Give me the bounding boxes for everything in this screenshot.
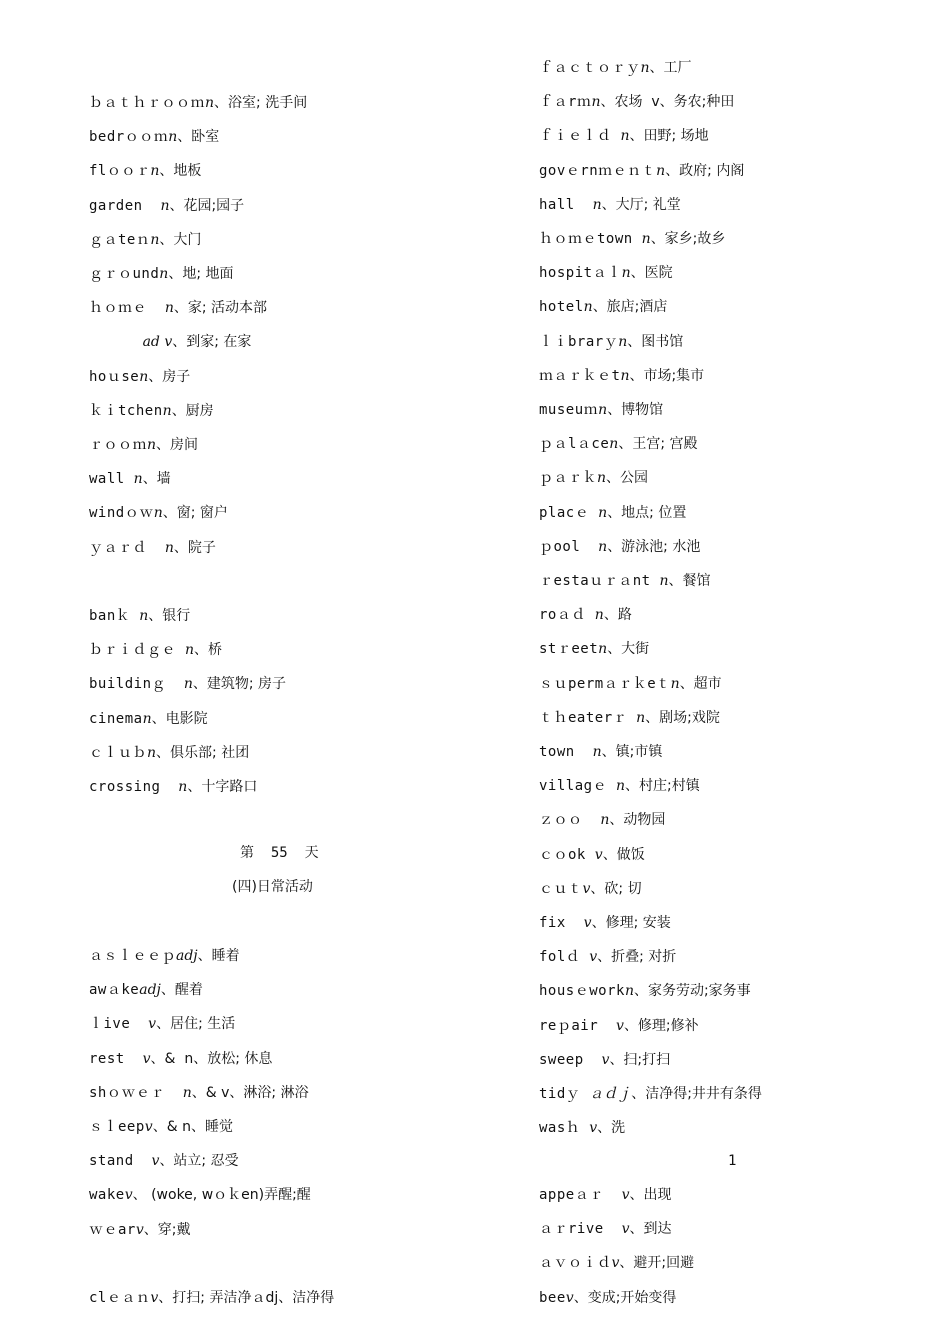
entry-part-of-speech: n (182, 1084, 192, 1101)
vocab-entry (539, 742, 662, 762)
entry-meaning: 、路 (603, 607, 632, 624)
entry-word: ｋｉtchen (89, 402, 163, 419)
entry-meaning: 、工厂 (649, 60, 692, 76)
entry-meaning: 、银行 (148, 608, 191, 624)
entry-part-of-speech: n (150, 163, 160, 180)
vocab-entry (89, 127, 219, 147)
vocab-entry (89, 298, 267, 318)
vocab-entry (89, 1049, 272, 1069)
entry-meaning: 、厨房 (171, 402, 214, 419)
entry-word: bedrｏｏｍ (89, 129, 169, 146)
vocab-entry (539, 263, 673, 283)
vocab-entry (539, 776, 700, 796)
entry-meaning: 、扫;打扫 (609, 1051, 671, 1068)
entry-part-of-speech: v (124, 1187, 133, 1204)
entry-word: housｅwork (539, 983, 625, 1000)
vocab-entry (89, 93, 307, 113)
entry-part-of-speech: n (670, 675, 680, 692)
entry-meaning: 、王宫; 宫殿 (618, 436, 698, 453)
entry-word: cinema (89, 710, 143, 727)
entry-part-of-speech: n (147, 437, 157, 453)
entry-meaning: 、洗 (597, 1120, 626, 1137)
entry-part-of-speech: v (142, 1050, 151, 1067)
entry-part-of-speech: v (151, 1153, 160, 1170)
vocab-entry (89, 435, 198, 455)
entry-meaning: 、大街 (607, 641, 650, 658)
entry-part-of-speech: n (139, 368, 149, 385)
entry-word: wall (89, 471, 134, 488)
vocab-entry (539, 400, 663, 420)
entry-part-of-speech: n (598, 641, 608, 658)
vocab-entry (539, 810, 665, 830)
entry-word: ｍａｒｋｅt (539, 367, 621, 384)
entry-meaning: 、打扫; 弄洁净ａdj、洁净得 (158, 1290, 335, 1306)
entry-meaning: 、醒着 (160, 982, 203, 999)
entry-word: sweep (539, 1051, 602, 1068)
entry-word: ａｓｌｅｅｐ (89, 948, 176, 964)
entry-meaning: 、旅店;酒店 (592, 299, 668, 316)
entry-meaning: 、砍; 切 (590, 880, 642, 897)
entry-meaning: 、& n、放松; 休息 (150, 1050, 273, 1067)
vocab-entry (539, 229, 725, 249)
vocab-entry (539, 708, 720, 728)
entry-part-of-speech: n (164, 300, 174, 317)
entry-meaning: 、游泳池; 水池 (607, 538, 701, 555)
entry-part-of-speech: n (659, 573, 669, 589)
entry-word: folｄ (539, 949, 590, 966)
entry-meaning: 、卧室 (177, 129, 220, 146)
entry-word: ｃｌｕｂ (89, 744, 147, 761)
entry-part-of-speech: n (594, 607, 604, 624)
entry-word: ｚｏｏ (539, 812, 601, 829)
entry-part-of-speech: v (150, 1290, 159, 1306)
vocab-entry (89, 1185, 311, 1205)
entry-meaning: 、房子 (148, 368, 191, 385)
entry-part-of-speech: v (611, 1255, 620, 1272)
entry-part-of-speech: n (591, 94, 601, 111)
entry-part-of-speech: n (636, 709, 646, 726)
entry-meaning: 、镇;市镇 (601, 744, 663, 760)
entry-word: rest (89, 1050, 143, 1067)
entry-meaning: 、浴室; 洗手间 (214, 95, 308, 111)
entry-meaning: 、穿;戴 (143, 1221, 191, 1238)
entry-part-of-speech: n (150, 231, 160, 248)
entry-word: town (539, 744, 593, 760)
vocab-entry (89, 1014, 235, 1034)
entry-part-of-speech: v (621, 1187, 630, 1203)
entry-part-of-speech: n (600, 812, 610, 829)
entry-part-of-speech: n (162, 402, 172, 419)
entry-word: hoｕse (89, 368, 140, 385)
entry-part-of-speech: n (159, 266, 169, 282)
vocab-entry (89, 1220, 191, 1240)
entry-meaning: 、院子 (173, 539, 216, 556)
entry-part-of-speech: n (133, 471, 143, 488)
entry-part-of-speech: n (620, 367, 630, 384)
vocab-entry (539, 1050, 670, 1070)
entry-part-of-speech: n (147, 744, 157, 761)
entry-part-of-speech: n (139, 608, 149, 624)
vocab-entry (89, 332, 251, 352)
entry-word: flｏｏｒ (89, 163, 151, 180)
vocab-entry (89, 401, 214, 421)
vocab-entry (539, 1084, 762, 1104)
vocab-entry (89, 777, 257, 797)
vocab-entry (89, 264, 234, 284)
entry-meaning: 、& v、淋浴; 淋浴 (191, 1084, 309, 1101)
vocab-entry (89, 367, 190, 387)
entry-meaning: 、剧场;戏院 (645, 709, 720, 726)
entry-meaning: 、修理;修补 (623, 1017, 699, 1034)
vocab-entry (89, 1083, 309, 1103)
entry-meaning: 、地板 (159, 163, 202, 180)
vocab-entry (539, 297, 667, 317)
entry-word: garden (89, 197, 161, 214)
vocab-entry (539, 1118, 625, 1138)
entry-word: reｐair (539, 1017, 617, 1034)
vocab-entry (89, 161, 201, 181)
vocab-entry (539, 92, 734, 112)
entry-meaning: 、家乡;故乡 (650, 231, 726, 247)
entry-meaning: 、家务劳动;家务事 (633, 983, 751, 1000)
vocab-entry (539, 674, 722, 694)
entry-meaning: 、医院 (630, 265, 673, 282)
entry-word: ｐool (539, 538, 599, 555)
vocab-entry (539, 366, 704, 386)
vocab-entry (89, 538, 216, 558)
entry-part-of-speech: n (583, 299, 593, 316)
vocab-entry (539, 1016, 699, 1036)
entry-meaning: 、大门 (159, 231, 202, 248)
entry-meaning: 、动物园 (609, 812, 666, 829)
entry-meaning: 、家; 活动本部 (173, 300, 268, 317)
entry-part-of-speech: n (168, 129, 178, 146)
entry-word: stand (89, 1153, 152, 1170)
entry-meaning: 、俱乐部; 社团 (156, 744, 250, 761)
entry-part-of-speech: v (583, 915, 592, 931)
vocab-entry (539, 571, 711, 591)
entry-word: clｅａｎ (89, 1290, 151, 1306)
entry-word: museuｍ (539, 402, 599, 418)
entry-word: stｒeet (539, 641, 599, 658)
vocab-entry (539, 1185, 672, 1205)
entry-part-of-speech: v (582, 880, 591, 897)
entry-part-of-speech: n (205, 95, 215, 111)
entry-word: ａｒrive (539, 1221, 622, 1238)
entry-part-of-speech: n (597, 470, 607, 487)
entry-word: ｌive (89, 1016, 149, 1033)
entry-word: awａke (89, 982, 140, 999)
entry-part-of-speech: n (598, 538, 608, 555)
entry-meaning: 、居住; 生活 (156, 1016, 236, 1033)
entry-word: villagｅ (539, 778, 617, 795)
entry-word: roａｄ (539, 607, 595, 624)
vocab-entry (539, 639, 649, 659)
entry-meaning: 、图书馆 (627, 333, 684, 350)
vocab-entry (539, 434, 698, 454)
entry-meaning: 、超市 (679, 675, 722, 692)
entry-part-of-speech: n (609, 436, 619, 453)
entry-word: ｐａlａce (539, 436, 610, 453)
entry-word: bee (539, 1289, 566, 1306)
entry-meaning: 、公园 (606, 470, 649, 487)
vocab-entry (539, 1219, 672, 1239)
entry-word: wake (89, 1187, 125, 1204)
entry-part-of-speech: v (601, 1051, 610, 1068)
vocab-entry (89, 503, 228, 523)
entry-part-of-speech: n (592, 196, 602, 213)
entry-word: ａｖｏｉｄ (539, 1255, 612, 1272)
entry-meaning: 、电影院 (151, 710, 208, 727)
entry-meaning: 、窗; 窗户 (162, 505, 228, 522)
entry-meaning: 、变成;开始变得 (573, 1289, 677, 1306)
entry-part-of-speech: v (589, 949, 598, 966)
vocab-entry (89, 196, 244, 216)
entry-meaning: 、十字路口 (187, 779, 258, 795)
page-number: 1 (728, 1153, 737, 1169)
vocab-entry (539, 1253, 694, 1273)
entry-part-of-speech: n (640, 60, 650, 76)
entry-part-of-speech: n (656, 162, 666, 179)
vocab-entry (89, 1151, 239, 1171)
entry-word: ｆａrｍ (539, 94, 592, 111)
entry-word: ｃｏok (539, 846, 595, 863)
entry-meaning: 、大厅; 礼堂 (601, 196, 681, 213)
entry-meaning: 、修理; 安装 (591, 915, 671, 931)
vocab-entry (539, 58, 692, 78)
entry-part-of-speech: v (565, 1289, 574, 1306)
vocab-entry (89, 230, 201, 250)
entry-part-of-speech: v (621, 1221, 630, 1238)
entry-part-of-speech: n (160, 197, 170, 214)
entry-part-of-speech: n (616, 778, 626, 795)
entry-word: ｆｉｅｌｄ (539, 128, 621, 145)
vocab-entry (89, 743, 249, 763)
entry-word: hospitａｌ (539, 265, 622, 282)
entry-word: ｇｒｏund (89, 266, 160, 282)
vocab-entry (89, 469, 171, 489)
entry-meaning: 、做饭 (602, 846, 645, 863)
vocab-entry (539, 537, 700, 557)
entry-word: crossing (89, 779, 179, 795)
vocab-entry (539, 981, 751, 1001)
vocab-entry (539, 195, 681, 215)
entry-meaning: 、出现 (629, 1187, 672, 1203)
vocab-entry (539, 605, 632, 625)
entry-meaning: 、& n、睡觉 (152, 1119, 233, 1135)
entry-word: placｅ (539, 504, 599, 521)
entry-part-of-speech: v (135, 1221, 144, 1238)
section-day-heading: 第 55 天 (240, 845, 319, 861)
entry-part-of-speech: n (142, 710, 152, 727)
entry-meaning: 、建筑物; 房子 (192, 676, 287, 693)
entry-part-of-speech: n (164, 539, 174, 556)
entry-part-of-speech: n (184, 642, 194, 659)
entry-part-of-speech: n (153, 505, 163, 522)
vocab-entry (89, 606, 190, 626)
entry-meaning: 、餐馆 (668, 573, 711, 589)
entry-part-of-speech: v (148, 1016, 157, 1033)
entry-meaning: 、博物馆 (607, 402, 664, 418)
entry-part-of-speech: ａｄｊ (589, 1086, 632, 1102)
vocab-entry (89, 1288, 334, 1308)
vocab-entry (539, 332, 683, 352)
entry-part-of-speech: n (641, 231, 651, 247)
entry-word: ｇａteｎ (89, 231, 151, 248)
entry-meaning: 、市场;集市 (629, 367, 705, 384)
entry-word: ｈｏｍｅ (89, 300, 165, 317)
entry-word: ｌｉbrarｙ (539, 333, 619, 350)
entry-word: hotel (539, 299, 584, 316)
entry-part-of-speech: v (616, 1017, 624, 1034)
entry-meaning: 、房间 (156, 437, 199, 453)
entry-word: appeａｒ (539, 1187, 622, 1203)
entry-part-of-speech: n (183, 676, 193, 693)
vocab-entry (539, 503, 686, 523)
entry-meaning: 、墙 (142, 471, 171, 488)
entry-word: buildinｇ (89, 676, 184, 693)
entry-part-of-speech: n (592, 744, 602, 760)
entry-word: banｋ (89, 608, 140, 624)
entry-part-of-speech: v (144, 1119, 153, 1135)
entry-part-of-speech: n (598, 504, 608, 521)
entry-word: wasｈ (539, 1120, 590, 1137)
entry-meaning: 、田野; 场地 (629, 128, 709, 145)
entry-word: shｏｗｅｒ (89, 1084, 183, 1101)
vocab-entry (89, 674, 286, 694)
entry-meaning: 、洁净得;井井有条得 (631, 1086, 762, 1102)
vocab-entry (539, 845, 645, 865)
entry-part-of-speech: n (620, 128, 630, 145)
entry-word: ｗｅar (89, 1221, 136, 1238)
entry-part-of-speech: adj (139, 982, 161, 999)
vocab-entry (539, 947, 676, 967)
entry-word: ｔｈeaterｒ (539, 709, 637, 726)
vocab-entry (89, 640, 222, 660)
entry-part-of-speech: n (618, 333, 628, 350)
entry-word: windｏｗ (89, 505, 154, 522)
entry-word: fix (539, 915, 584, 931)
entry-word (89, 334, 143, 350)
entry-word: ｃｕｔ (539, 880, 583, 897)
entry-meaning: 、农场 v、务农;种田 (600, 94, 735, 111)
entry-word: ｒｏｏｍ (89, 437, 147, 453)
entry-word: ｓｌeep (89, 1119, 145, 1135)
vocab-entry (539, 913, 671, 933)
vocab-entry (539, 1288, 676, 1308)
section-subtitle: (四)日常活动 (232, 879, 313, 895)
entry-part-of-speech: n (598, 402, 608, 418)
entry-word: hall (539, 196, 593, 213)
vocab-entry (539, 468, 648, 488)
entry-part-of-speech: n (178, 779, 188, 795)
vocab-entry (89, 709, 208, 729)
entry-meaning: 、折叠; 对折 (597, 949, 677, 966)
entry-meaning: 、避开;回避 (619, 1255, 695, 1272)
entry-part-of-speech: n (621, 265, 631, 282)
entry-word: ｈｏｍｅtown (539, 231, 642, 247)
entry-meaning: 、政府; 内阁 (665, 162, 745, 179)
entry-part-of-speech: n (624, 983, 634, 1000)
entry-word: govｅrnｍｅｎｔ (539, 162, 657, 179)
entry-word: tidｙ (539, 1086, 590, 1102)
entry-meaning: 、睡着 (197, 948, 240, 964)
entry-part-of-speech: v (594, 846, 603, 863)
entry-word: ｂａｔｈｒｏｏｍ (89, 95, 205, 111)
entry-meaning: 、到达 (629, 1221, 672, 1238)
entry-meaning: 、地; 地面 (168, 266, 234, 282)
entry-meaning: 、到家; 在家 (172, 334, 252, 351)
entry-word: ｐａｒｋ (539, 470, 597, 487)
entry-part-of-speech: ad v (142, 334, 173, 351)
entry-word: ｆａｃｔｏｒｙ (539, 60, 641, 76)
entry-meaning: 、花园;园子 (169, 197, 245, 214)
vocab-entry (539, 879, 642, 899)
entry-word: ｙａｒｄ (89, 539, 165, 556)
vocab-entry (539, 126, 709, 146)
entry-meaning: 、地点; 位置 (607, 504, 687, 521)
vocab-entry (89, 980, 203, 1000)
entry-meaning: 、 (woke, wｏｋen)弄醒;醒 (132, 1187, 311, 1204)
entry-word: ｒestaｕｒａnt (539, 573, 660, 589)
vocab-entry (89, 1117, 233, 1137)
entry-part-of-speech: v (589, 1120, 598, 1137)
entry-meaning: 、桥 (193, 642, 222, 659)
entry-meaning: 、站立; 忍受 (159, 1153, 239, 1170)
entry-word: ｂｒｉｄｇｅ (89, 642, 185, 659)
entry-meaning: 、村庄;村镇 (625, 778, 700, 795)
entry-part-of-speech: adj (176, 948, 198, 964)
vocab-entry (89, 946, 240, 966)
vocab-entry (539, 161, 744, 181)
entry-word: ｓｕpermａｒｋeｔ (539, 675, 671, 692)
